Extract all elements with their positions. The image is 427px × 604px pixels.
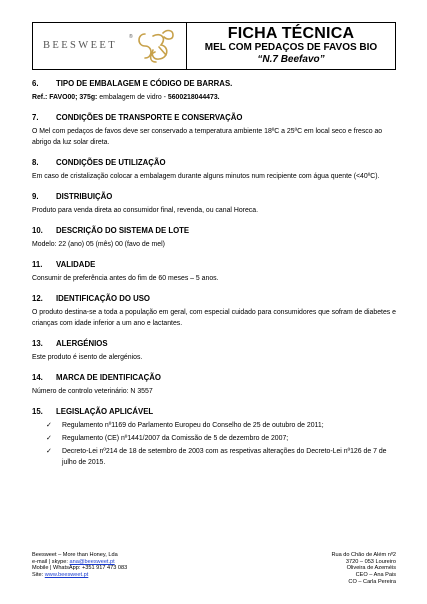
section-heading <box>32 225 396 236</box>
section-title: CONDIÇÕES DE UTILIZAÇÃO <box>56 158 166 167</box>
email-label: e-mail | skype: <box>32 558 68 565</box>
document-title: FICHA TÉCNICA <box>227 25 355 42</box>
section-title: ALERGÉNIOS <box>56 339 108 348</box>
list-item <box>44 420 396 431</box>
list-item <box>44 433 396 444</box>
section-transport <box>32 112 396 148</box>
section-number: 12. <box>32 294 43 303</box>
co-line: CO – Carla Pereira <box>348 578 396 585</box>
ceo-line: CEO – Ana Pais <box>355 572 396 579</box>
section-intended-use <box>32 293 396 329</box>
section-body: Em caso de cristalização colocar a embalagem durante alguns minutos num recipiente com água quente (<40ºC). <box>32 173 380 180</box>
section-heading <box>32 293 396 304</box>
section-number: 6. <box>32 79 39 88</box>
section-heading <box>32 78 396 89</box>
packaging-description: embalagem de vidro - <box>99 94 166 101</box>
section-heading <box>32 406 396 417</box>
email-line <box>32 559 127 566</box>
product-code: “N.7 Beefavo” <box>257 54 325 65</box>
address-line: Oliveira de Azeméis <box>346 565 396 572</box>
check-icon: ✓ <box>46 435 52 442</box>
section-title: DISTRIBUIÇÃO <box>56 192 113 201</box>
list-item <box>44 446 396 468</box>
section-title: IDENTIFICAÇÃO DO USO <box>56 294 150 303</box>
section-body: Consumir de preferência antes do fim de 60 meses – 5 anos. <box>32 275 219 282</box>
section-validity <box>32 259 396 284</box>
reference: Ref.: FAVO00; 375g: <box>32 94 98 101</box>
section-number: 14. <box>32 373 43 382</box>
document-footer <box>32 552 396 586</box>
logo <box>33 23 187 69</box>
section-number: 10. <box>32 226 43 235</box>
barcode: 5600218044473. <box>167 94 220 101</box>
section-body <box>32 92 396 103</box>
section-heading <box>32 338 396 349</box>
section-body: Modelo: 22 (ano) 05 (mês) 00 (favo de mel) <box>32 241 165 248</box>
address-line: 3720 – 053 Loureiro <box>345 558 396 565</box>
section-usage <box>32 157 396 182</box>
company-name: Beesweet – More than Honey, Lda <box>32 552 118 558</box>
section-title: VALIDADE <box>56 260 96 269</box>
section-title: CONDIÇÕES DE TRANSPORTE E CONSERVAÇÃO <box>56 113 243 122</box>
list-item-text: Regulamento (CE) nº1441/2007 da Comissão de 5 de dezembro de 2007; <box>62 435 289 442</box>
section-distribution <box>32 191 396 216</box>
registered-mark: ® <box>129 34 133 40</box>
check-icon: ✓ <box>46 422 52 429</box>
legislation-list <box>32 420 396 468</box>
site-label: Site: <box>32 572 44 579</box>
section-heading <box>32 112 396 123</box>
section-body: Produto para venda direta ao consumidor final, revenda, ou canal Horeca. <box>32 207 258 214</box>
section-heading <box>32 191 396 202</box>
section-body: O Mel com pedaços de favos deve ser conservado a temperatura ambiente 18ºC a 25ºC em local seco e fresco ao abrigo da luz solar direta. <box>32 128 383 146</box>
section-packaging <box>32 78 396 103</box>
logo-text: BEESWEET <box>43 40 118 51</box>
section-allergens <box>32 338 396 363</box>
section-body: O produto destina-se a toda a população em geral, com especial cuidado para consumidores que sofram de diabetes e crianças com idade inferior a um ano e lactantes. <box>32 309 396 327</box>
list-item-text: Regulamento nº1169 do Parlamento Europeu do Conselho de 25 de outubro de 2011; <box>62 422 324 429</box>
section-body: Este produto é isento de alergénios. <box>32 354 143 361</box>
section-heading <box>32 372 396 383</box>
document-header <box>32 22 396 70</box>
site-line <box>32 572 127 579</box>
section-number: 8. <box>32 158 39 167</box>
section-body: Número de controlo veterinário: N 3557 <box>32 388 153 395</box>
check-icon: ✓ <box>46 448 52 455</box>
section-number: 7. <box>32 113 39 122</box>
section-number: 11. <box>32 260 43 269</box>
title-block <box>187 23 395 69</box>
site-link[interactable]: www.beesweet.pt <box>44 572 89 579</box>
email-link[interactable]: ana@beesweet.pt <box>69 558 115 565</box>
section-number: 13. <box>32 339 43 348</box>
footer-address <box>331 552 396 586</box>
section-number: 15. <box>32 407 43 416</box>
section-title: MARCA DE IDENTIFICAÇÃO <box>56 373 161 382</box>
section-heading <box>32 259 396 270</box>
section-number: 9. <box>32 192 39 201</box>
section-heading <box>32 157 396 168</box>
bee-logo-icon <box>133 28 177 66</box>
section-title: DESCRIÇÃO DO SISTEMA DE LOTE <box>56 226 190 235</box>
list-item-text: Decreto-Lei nº214 de 18 de setembro de 2003 com as respetivas alterações do Decreto-Lei nº126 de 7 de julho de 2015. <box>62 448 387 466</box>
section-legislation <box>32 406 396 468</box>
footer-contacts <box>32 552 127 586</box>
product-name: MEL COM PEDAÇOS DE FAVOS BIO <box>204 42 378 53</box>
section-title: LEGISLAÇÃO APLICÁVEL <box>56 407 154 416</box>
phone-line: Mobile | WhatsApp: +351 917 473 083 <box>32 565 128 572</box>
section-batch <box>32 225 396 250</box>
address-line: Rua do Chão de Além nº2 <box>331 552 396 558</box>
sections <box>32 78 396 477</box>
section-identification-mark <box>32 372 396 397</box>
section-title: TIPO DE EMBALAGEM E CÓDIGO DE BARRAS. <box>56 79 233 88</box>
